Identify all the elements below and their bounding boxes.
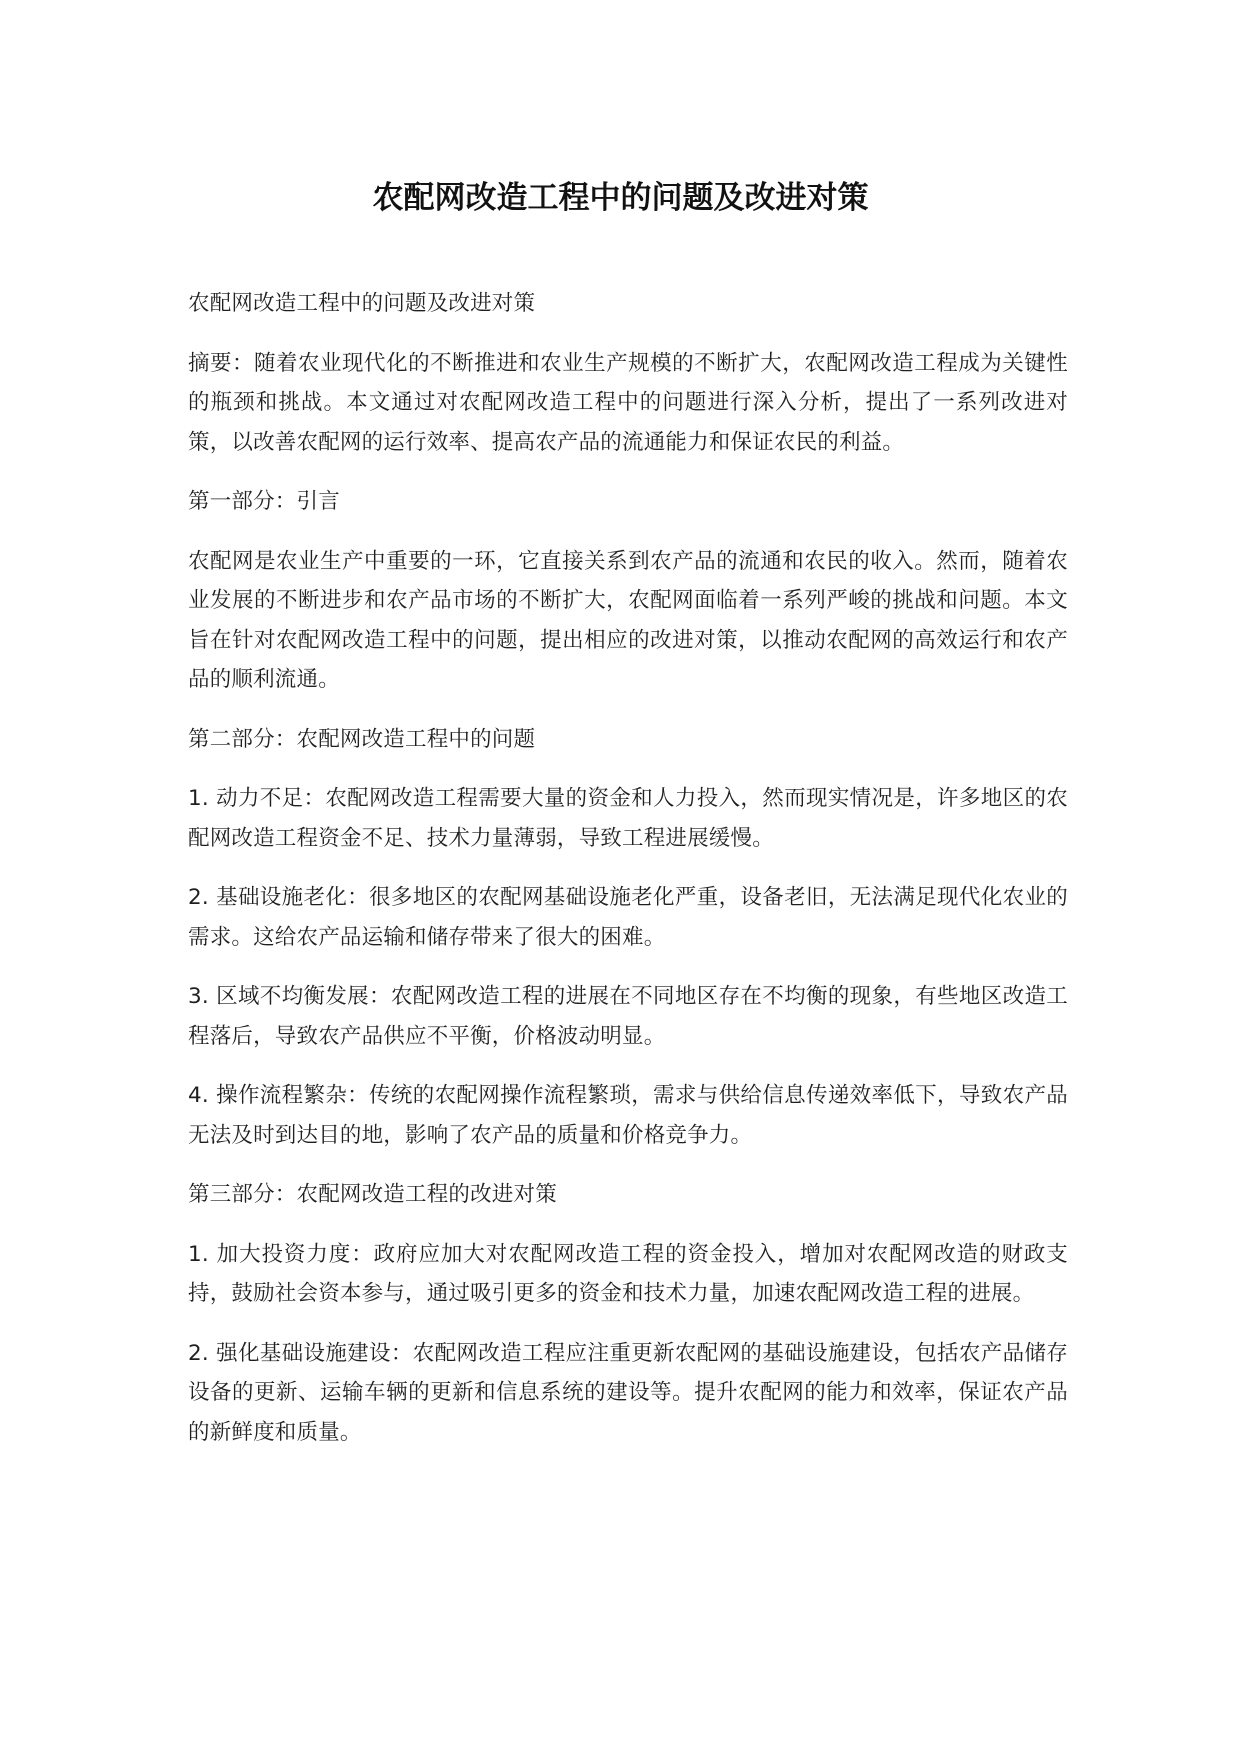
measure-item-2: 2. 强化基础设施建设：农配网改造工程应注重更新农配网的基础设施建设，包括农产品储存设备的更新、运输车辆的更新和信息系统的建设等。提升农配网的能力和效率，保证农产品的新鲜度和质量。 bbox=[188, 1340, 1068, 1445]
problem-item-2: 2. 基础设施老化：很多地区的农配网基础设施老化严重，设备老旧，无法满足现代化农业的需求。这给农产品运输和储存带来了很大的困难。 bbox=[188, 885, 1068, 950]
document-subtitle: 农配网改造工程中的问题及改进对策 bbox=[188, 291, 536, 316]
section-heading-part1: 第一部分：引言 bbox=[188, 489, 340, 514]
section-heading-part2: 第二部分：农配网改造工程中的问题 bbox=[188, 726, 536, 752]
problem-item-4: 4. 操作流程繁杂：传统的农配网操作流程繁琐，需求与供给信息传递效率低下，导致农产品无法及时到达目的地，影响了农产品的质量和价格竞争力。 bbox=[188, 1083, 1068, 1148]
measure-item-1: 1. 加大投资力度：政府应加大对农配网改造工程的资金投入，增加对农配网改造的财政支持，鼓励社会资本参与，通过吸引更多的资金和技术力量，加速农配网改造工程的进展。 bbox=[188, 1241, 1068, 1306]
document-title: 农配网改造工程中的问题及改进对策 bbox=[372, 180, 869, 216]
intro-paragraph: 农配网是农业生产中重要的一环，它直接关系到农产品的流通和农民的收入。然而，随着农业发展的不断进步和农产品市场的不断扩大，农配网面临着一系列严峻的挑战和问题。本文旨在针对农配网改造工程中的问题，提出相应的改进对策，以推动农配网的高效运行和农产品的顺利流通。 bbox=[188, 548, 1068, 692]
document-body bbox=[188, 284, 1068, 1472]
abstract-paragraph: 摘要：随着农业现代化的不断推进和农业生产规模的不断扩大，农配网改造工程成为关键性的瓶颈和挑战。本文通过对农配网改造工程中的问题进行深入分析，提出了一系列改进对策，以改善农配网的运行效率、提高农产品的流通能力和保证农民的利益。 bbox=[188, 350, 1068, 455]
problem-item-3: 3. 区域不均衡发展：农配网改造工程的进展在不同地区存在不均衡的现象，有些地区改造工程落后，导致农产品供应不平衡，价格波动明显。 bbox=[188, 984, 1068, 1049]
problem-item-1: 1. 动力不足：农配网改造工程需要大量的资金和人力投入，然而现实情况是，许多地区的农配网改造工程资金不足、技术力量薄弱，导致工程进展缓慢。 bbox=[188, 786, 1068, 851]
section-heading-part3: 第三部分：农配网改造工程的改进对策 bbox=[188, 1182, 557, 1207]
